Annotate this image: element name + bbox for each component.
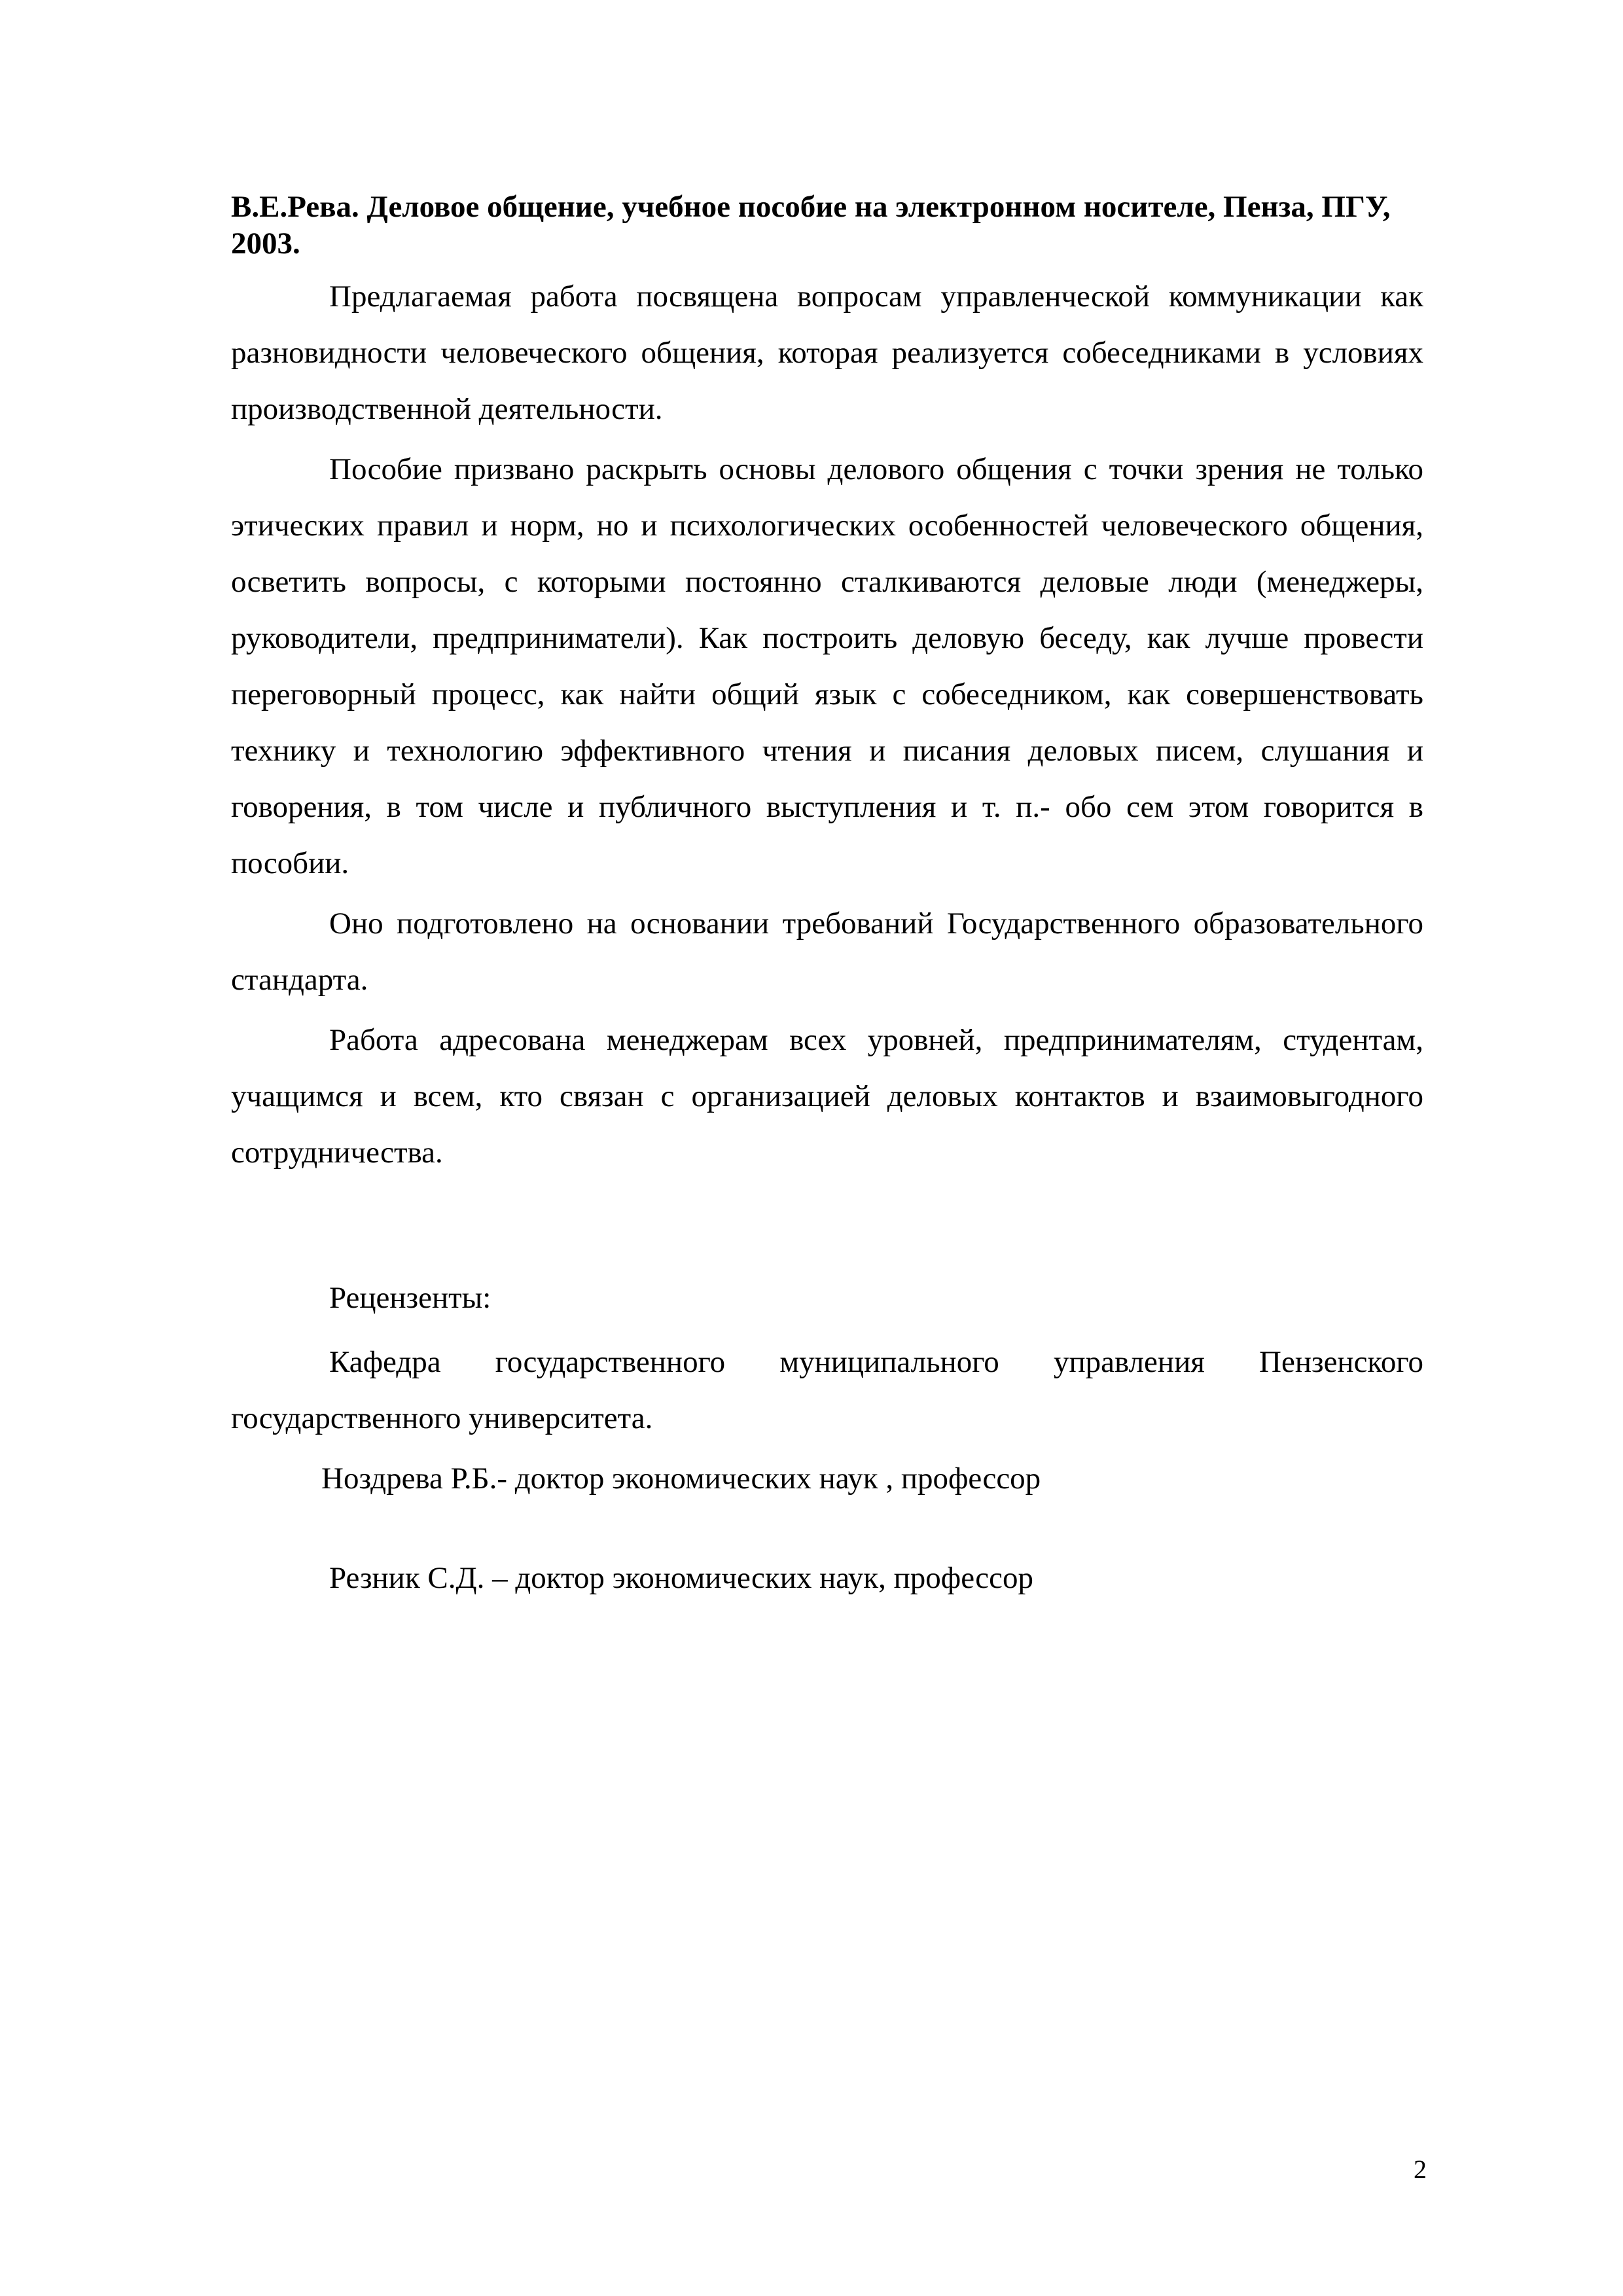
page-content bbox=[231, 188, 1423, 1606]
reviewer-person-2: Резник С.Д. – доктор экономических наук, профессор bbox=[329, 1561, 1033, 1595]
document-heading: В.Е.Рева. Деловое общение, учебное пособие на электронном носителе, Пенза, ПГУ, 2003. bbox=[231, 190, 1391, 260]
page-number: 2 bbox=[1414, 2155, 1427, 2184]
reviewers-section bbox=[231, 1270, 1423, 1606]
reviewers-title: Рецензенты: bbox=[329, 1281, 491, 1315]
paragraph-standard: Оно подготовлено на основании требований Государственного образовательного стандарта. bbox=[231, 906, 1423, 997]
reviewer-organization: Кафедра государственного муниципального управления Пензенского государственного университета. bbox=[231, 1345, 1423, 1435]
paragraph-audience: Работа адресована менеджерам всех уровней, предпринимателям, студентам, учащимся и всем, кто связан с организацией деловых контактов и взаимовыгодного сотрудничества. bbox=[231, 1023, 1423, 1170]
reviewer-person-1: Ноздрева Р.Б.- доктор экономических наук , профессор bbox=[321, 1462, 1041, 1496]
paragraph-intro: Предлагаемая работа посвящена вопросам управленческой коммуникации как разновидности человеческого общения, которая реализуется собеседниками в условиях производственной деятельности. bbox=[231, 279, 1423, 426]
paragraph-purpose: Пособие призвано раскрыть основы делового общения с точки зрения не только этических правил и норм, но и психологических особенностей человеческого общения, осветить вопросы, с которыми постоянно сталкиваются деловые люди (менеджеры, руководители, предприниматели). Как построить деловую беседу, как лучше провести переговорный процесс, как найти общий язык с собеседником, как совершенствовать технику и технологию эффективного чтения и писания деловых писем, слушания и говорения, в том числе и публичного выступления и т. п.- обо сем этом говорится в пособии. bbox=[231, 452, 1423, 880]
